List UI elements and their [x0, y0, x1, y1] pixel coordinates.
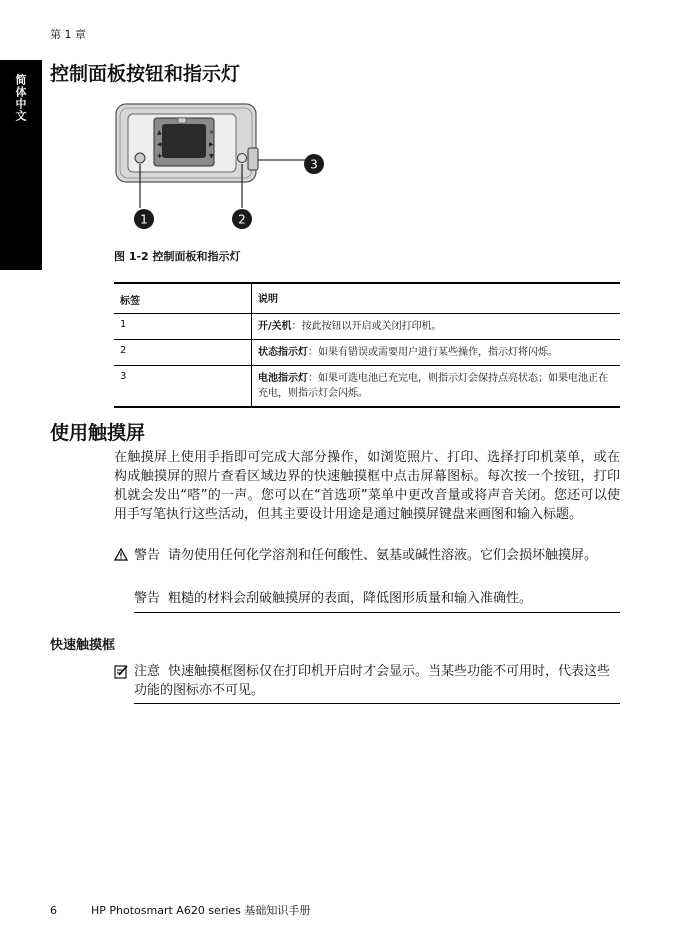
warning-label: 警告 [134, 591, 161, 606]
warning-block-2 [114, 589, 620, 609]
warning-icon [114, 548, 128, 561]
touch-screen [154, 118, 214, 166]
warning-message: 请勿使用任何化学溶剂和任何酸性、氨基或碱性溶液。它们会损坏触摸屏。 [168, 548, 598, 563]
table-cell-desc-text: ：如果可选电池已充完电，则指示灯会保持点亮状态；如果电池正在充电，则指示灯会闪烁。 [258, 373, 608, 399]
callout-2 [232, 209, 252, 229]
svg-text:1: 1 [140, 212, 148, 227]
footer-title: HP Photosmart A620 series 基础知识手册 [91, 904, 311, 917]
table-cell-desc-text: ：如果有错误或需要用户进行某些操作，指示灯将闪烁。 [308, 347, 558, 358]
status-light [238, 154, 247, 163]
callout-3 [304, 154, 324, 174]
section-title-control-panel: 控制面板按钮和指示灯 [50, 63, 241, 85]
note-icon [114, 664, 129, 679]
table-cell-label: 2 [114, 340, 252, 365]
language-label: 简体中文 [14, 74, 27, 122]
page-number: 6 [50, 904, 57, 917]
note-message: 快速触摸框图标仅在打印机开启时才会显示。当某些功能不可用时，代表这些功能的图标亦不可见。 [134, 664, 611, 698]
warning-message: 粗糙的材料会刮破触摸屏的表面，降低图形质量和输入准确性。 [168, 591, 533, 606]
note-divider [134, 703, 620, 704]
table-cell-label: 1 [114, 314, 252, 339]
table-cell-term: 状态指示灯 [258, 347, 308, 358]
label-description-table [114, 282, 620, 408]
svg-text:✕: ✕ [209, 129, 215, 136]
svg-text:▼: ▼ [209, 153, 214, 160]
table-cell-description [252, 366, 620, 406]
touch-screen-paragraph: 在触摸屏上使用手指即可完成大部分操作，如浏览照片、打印、选择打印机菜单，或在构成触摸屏的照片查看区域边界的快速触摸框中点击屏幕图标。每次按一个按钮，打印机就会发出“嗒”的一声。您可以在“首选项”菜单中更改音量或将声音关闭。您还可以使用手写笔执行这些活动，但其主要设计用途是通过触摸屏键盘来画图和输入标题。 [114, 450, 620, 522]
table-cell-desc-text: ：按此按钮以开启或关闭打印机。 [291, 321, 442, 332]
warning-label: 警告 [134, 548, 161, 563]
warning-text-2 [134, 589, 620, 608]
svg-text:▶: ▶ [209, 141, 214, 148]
section-title-quick-touch-frame: 快速触摸框 [50, 638, 116, 653]
power-button [135, 153, 145, 163]
warning-divider [134, 612, 620, 613]
table-row [114, 313, 620, 339]
note-block [114, 662, 620, 702]
table-cell-term: 开/关机 [258, 321, 292, 332]
table-cell-label: 3 [114, 366, 252, 406]
control-panel-figure [110, 98, 340, 238]
table-header-description: 说明 [258, 294, 278, 305]
section-title-touch-screen: 使用触摸屏 [50, 422, 146, 444]
svg-text:✚: ✚ [157, 153, 163, 160]
language-side-tab [0, 60, 42, 270]
figure-caption: 图 1-2 控制面板和指示灯 [114, 250, 241, 263]
callout-1 [134, 209, 154, 229]
battery-light [248, 148, 258, 170]
note-label: 注意 [134, 664, 161, 679]
table-cell-description [252, 314, 620, 339]
table-cell-term: 电池指示灯 [258, 373, 308, 384]
warning-text-1 [134, 546, 620, 565]
table-header-row [114, 284, 620, 313]
table-header-label: 标签 [114, 284, 252, 313]
svg-text:2: 2 [238, 212, 246, 227]
svg-text:▲: ▲ [157, 129, 162, 136]
table-row [114, 339, 620, 365]
page-footer [50, 902, 310, 918]
warning-block-1 [114, 546, 620, 586]
chapter-header: 第 1 章 [50, 28, 86, 41]
table-cell-description [252, 340, 620, 365]
svg-text:3: 3 [310, 157, 318, 172]
note-text [134, 662, 620, 700]
svg-text:◀: ◀ [157, 141, 162, 148]
table-row [114, 365, 620, 406]
